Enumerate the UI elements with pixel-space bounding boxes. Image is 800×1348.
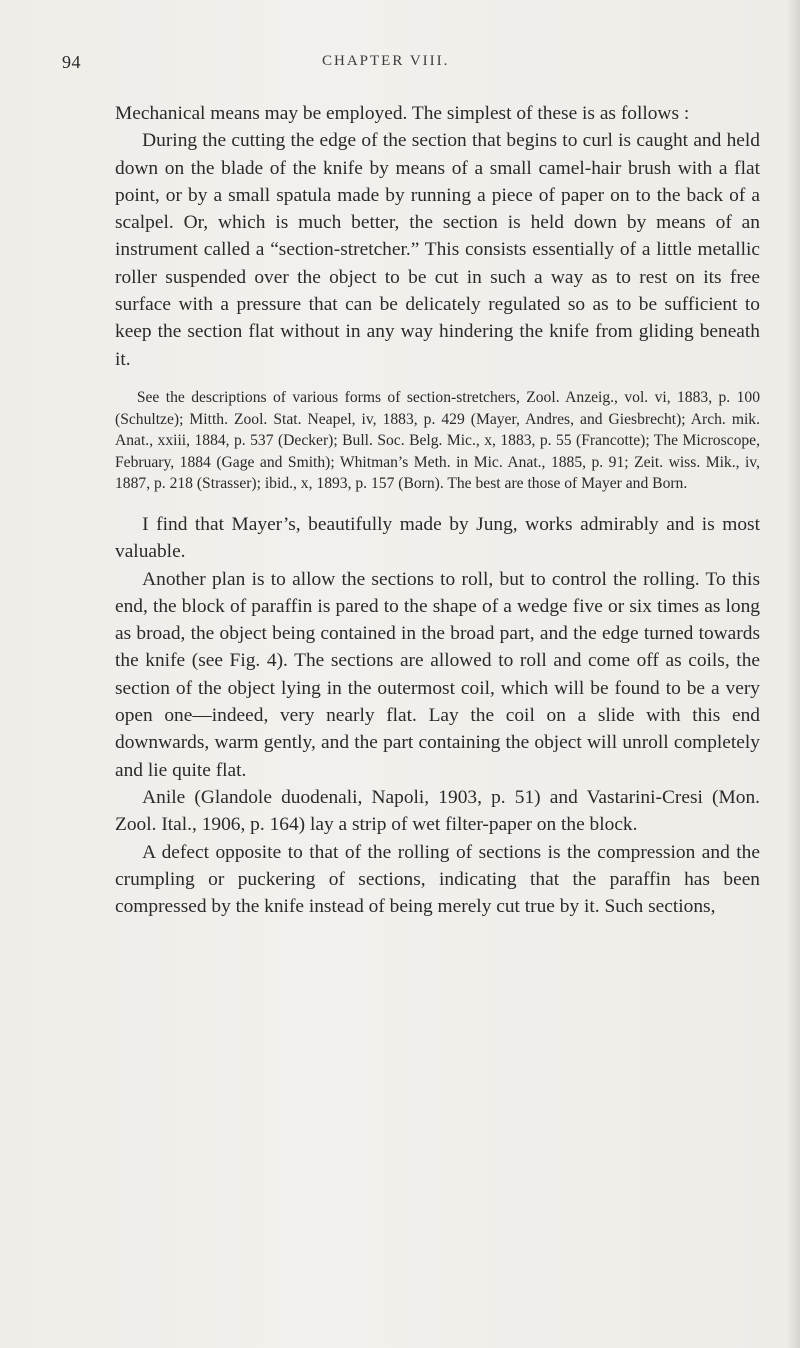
paragraph-mayer: I find that Mayer’s, beautifully made by Jung, works admirably and is most valuable. [115, 513, 760, 563]
page-number: 94 [62, 52, 81, 72]
page-header [62, 52, 742, 78]
paragraph-rolling: Another plan is to allow the sections to roll, but to control the rolling. To this end, the block of paraffin is pared to the shape of a wedge five or six times as long as broad, the object being contained in the broad part, and the edge turned towards the knife (see Fig. 4). The sections are allowed to roll and come off as coils, the section of the object lying in the outermost coil, which will be found to be a very open one—indeed, very nearly flat. Lay the coil on a slide with this end downwards, warm gently, and the part containing the object will unroll completely and lie quite flat. [115, 568, 760, 781]
text-block [115, 100, 760, 920]
page-edge-shadow [786, 0, 800, 1348]
paragraph-compression: A defect opposite to that of the rolling of sections is the compression and the crumpling or puckering of sections, indicating that the paraffin has been compressed by the knife instead of being merely cut true by it. Such sections, [115, 841, 760, 918]
running-head: CHAPTER VIII. [322, 53, 450, 69]
paragraph-intro: Mechanical means may be employed. The simplest of these is as follows : [115, 103, 690, 124]
paragraph-section-stretcher: During the cutting the edge of the section that begins to curl is caught and held down on the blade of the knife by means of a small camel-hair brush with a flat point, or by a small spatula made by running a piece of paper on to the back of a scalpel. Or, which is much better, the section is held down by means of an instrument called a “section-stretcher.” This consists essentially of a little metallic roller suspended over the object to be cut in such a way as to rest on its free surface with a pressure that can be delicately regulated so as to be sufficient to keep the section flat without in any way hindering the knife from gliding beneath it. [115, 130, 760, 370]
references-note: See the descriptions of various forms of section-stretchers, Zool. Anzeig., vol. vi, 1883, p. 100 (Schultze); Mitth. Zool. Stat. Neapel, iv, 1883, p. 429 (Mayer, Andres, and Giesbrecht); Arch. mik. Anat., xxiii, 1884, p. 537 (Decker); Bull. Soc. Belg. Mic., x, 1883, p. 55 (Francotte); The Microscope, February, 1884 (Gage and Smith); Whitman’s Meth. in Mic. Anat., 1885, p. 91; Zeit. wiss. Mik., iv, 1887, p. 218 (Strasser); ibid., x, 1893, p. 157 (Born). The best are those of Mayer and Born. [115, 388, 760, 493]
paragraph-anile: Anile (Glandole duodenali, Napoli, 1903, p. 51) and Vastarini-Cresi (Mon. Zool. Ital., 1906, p. 164) lay a strip of wet filter-paper on the block. [115, 786, 760, 836]
